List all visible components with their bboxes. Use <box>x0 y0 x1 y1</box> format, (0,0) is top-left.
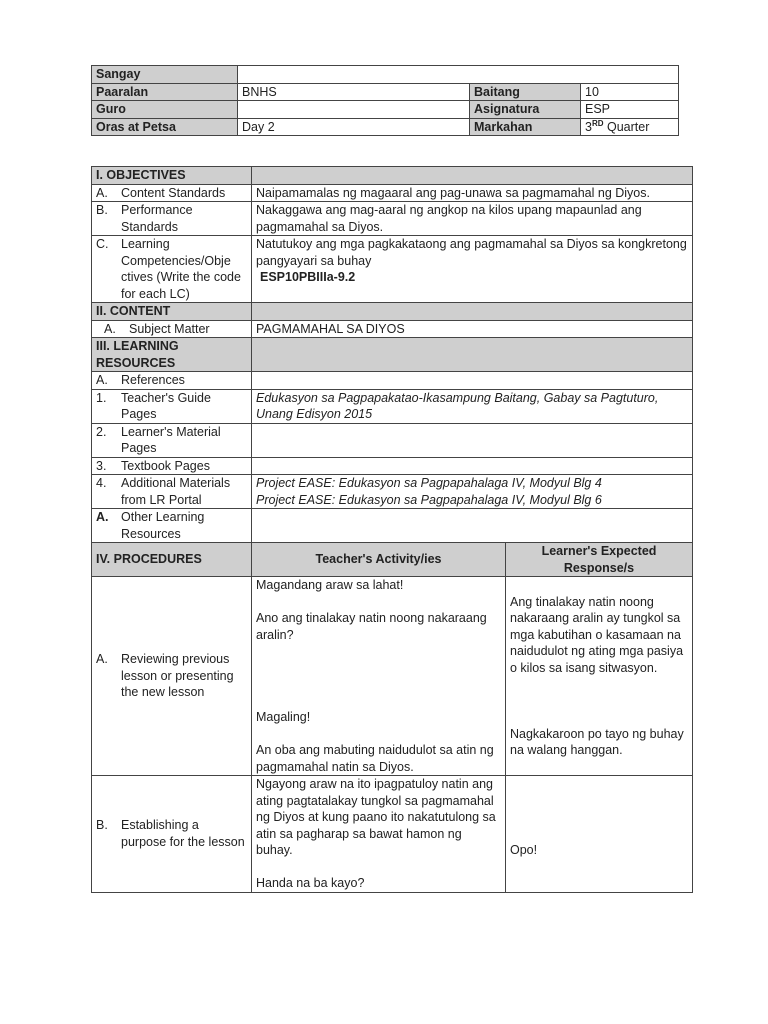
teacher-greeting: Magandang araw sa lahat! <box>256 578 404 592</box>
content-header-fill <box>252 303 693 321</box>
additional-material-2: Project EASE: Edukasyon sa Pagpapahalaga IV, Modyul Blg 6 <box>256 492 602 507</box>
teachers-guide-label: 1. Teacher's Guide Pages <box>96 390 211 421</box>
teacher-ready-question: Handa na ba kayo? <box>256 876 365 890</box>
objectives-title: I. OBJECTIVES <box>92 167 252 185</box>
learner-followup-answer: Nagkakaroon po tayo ng buhay na walang hanggan. <box>510 726 684 757</box>
other-resources-value <box>252 509 693 543</box>
competencies-text: Natutukoy ang mga pagkakataong ang pagmamahal sa Diyos sa kongkretong pangyayari sa buhay <box>256 237 687 268</box>
additional-materials-row <box>92 475 693 509</box>
references-label: A. References <box>96 373 185 387</box>
value-asignatura: ESP <box>581 101 679 119</box>
label-paaralan: Paaralan <box>92 83 238 101</box>
purpose-row <box>92 776 693 893</box>
learner-review-answer: Ang tinalakay natin noong nakaraang aralin ay tungkol sa mga kabutihan o kasamaan na naidudulot ng ating mga pasiya o kilos sa isang sitwasyon. <box>510 594 684 675</box>
review-teacher-activity <box>252 577 506 776</box>
additional-material-1: Project EASE: Edukasyon sa Pagpapahalaga IV, Modyul Blg 4 <box>256 476 602 490</box>
learner-response-column-header: Learner's Expected Response/s <box>506 543 693 577</box>
teacher-activity-column-header: Teacher's Activity/ies <box>252 543 506 577</box>
resources-header-row <box>92 338 693 372</box>
competencies-label: C. Learning Competencies/Obje ctives (Write the code for each LC) <box>96 237 241 301</box>
label-markahan: Markahan <box>470 118 581 136</box>
performance-standards-value: Nakaggawa ang mag-aaral ng angkop na kilos upang mapaunlad ang pagmamahal sa Diyos. <box>252 202 693 236</box>
content-standards-label: A. Content Standards <box>96 185 226 200</box>
learner-ready-answer: Opo! <box>510 843 538 857</box>
label-sangay: Sangay <box>92 66 238 84</box>
teacher-followup-question: An oba ang mabuting naidudulot sa atin ng pagmamahal natin sa Diyos. <box>256 743 494 774</box>
competency-code: ESP10PBIIIa-9.2 <box>260 270 356 284</box>
review-label: A. Reviewing previous lesson or presenting the new lesson <box>96 652 234 700</box>
teacher-purpose-statement: Ngayong araw na ito ipagpatuloy natin ang ating pagtatalakay tungkol sa pagmamahal ng Diyos at kung paano ito nakatutulong sa atin sa pagharap sa bawat hamon ng buhay. <box>256 777 496 857</box>
label-guro: Guro <box>92 101 238 119</box>
content-header-row <box>92 303 693 321</box>
textbook-value <box>252 457 693 475</box>
content-standards-value: Naipamamalas ng magaaral ang pag-unawa sa pagmamahal ng Diyos. <box>252 184 693 202</box>
content-standards-row <box>92 184 693 202</box>
purpose-teacher-activity <box>252 776 506 893</box>
objectives-header-fill <box>252 167 693 185</box>
references-value <box>252 372 693 390</box>
learners-material-row <box>92 423 693 457</box>
learners-material-value <box>252 423 693 457</box>
value-markahan <box>581 118 679 136</box>
procedures-title: IV. PROCEDURES <box>92 543 252 577</box>
value-oras-at-petsa: Day 2 <box>238 118 470 136</box>
other-resources-row <box>92 509 693 543</box>
performance-standards-label: B. Performance Standards <box>96 203 193 234</box>
competencies-row <box>92 236 693 303</box>
review-learner-response <box>506 577 693 776</box>
quarter-superscript: RD <box>591 118 604 128</box>
quarter-number: 3 <box>585 119 592 134</box>
competencies-value <box>252 236 693 303</box>
objectives-header-row <box>92 167 693 185</box>
label-oras-at-petsa: Oras at Petsa <box>92 118 238 136</box>
learners-material-label: 2. Learner's Material Pages <box>96 424 221 455</box>
content-title: II. CONTENT <box>92 303 252 321</box>
header-row-sangay <box>92 66 679 84</box>
procedures-header-row <box>92 543 693 577</box>
performance-standards-row <box>92 202 693 236</box>
value-guro <box>238 101 470 119</box>
label-baitang: Baitang <box>470 83 581 101</box>
teacher-praise: Magaling! <box>256 710 311 724</box>
purpose-learner-response <box>506 776 693 893</box>
teachers-guide-value: Edukasyon sa Pagpapakatao-Ikasampung Baitang, Gabay sa Pagtuturo, Unang Edisyon 2015 <box>252 389 693 423</box>
quarter-word: Quarter <box>603 119 650 134</box>
header-table <box>91 65 679 136</box>
value-baitang: 10 <box>581 83 679 101</box>
other-resources-label: A. Other Learning Resources <box>96 510 205 541</box>
resources-header-fill <box>252 338 693 372</box>
teacher-review-question: Ano ang tinalakay natin noong nakaraang aralin? <box>256 611 487 642</box>
header-row-oras <box>92 118 679 136</box>
references-row <box>92 372 693 390</box>
subject-matter-label: A. Subject Matter <box>104 321 210 336</box>
textbook-row <box>92 457 693 475</box>
review-row <box>92 577 693 776</box>
header-row-paaralan <box>92 83 679 101</box>
additional-materials-value <box>252 475 693 509</box>
subject-matter-row <box>92 320 693 338</box>
header-row-guro <box>92 101 679 119</box>
value-paaralan: BNHS <box>238 83 470 101</box>
textbook-label: 3. Textbook Pages <box>96 458 210 473</box>
subject-matter-value: PAGMAMAHAL SA DIYOS <box>252 320 693 338</box>
value-sangay <box>238 66 679 84</box>
teachers-guide-row <box>92 389 693 423</box>
additional-materials-label: 4. Additional Materials from LR Portal <box>96 476 231 507</box>
purpose-label: B. Establishing a purpose for the lesson <box>96 818 245 849</box>
label-asignatura: Asignatura <box>470 101 581 119</box>
resources-title: III. LEARNING RESOURCES <box>92 338 252 372</box>
lesson-plan-table <box>91 166 693 893</box>
